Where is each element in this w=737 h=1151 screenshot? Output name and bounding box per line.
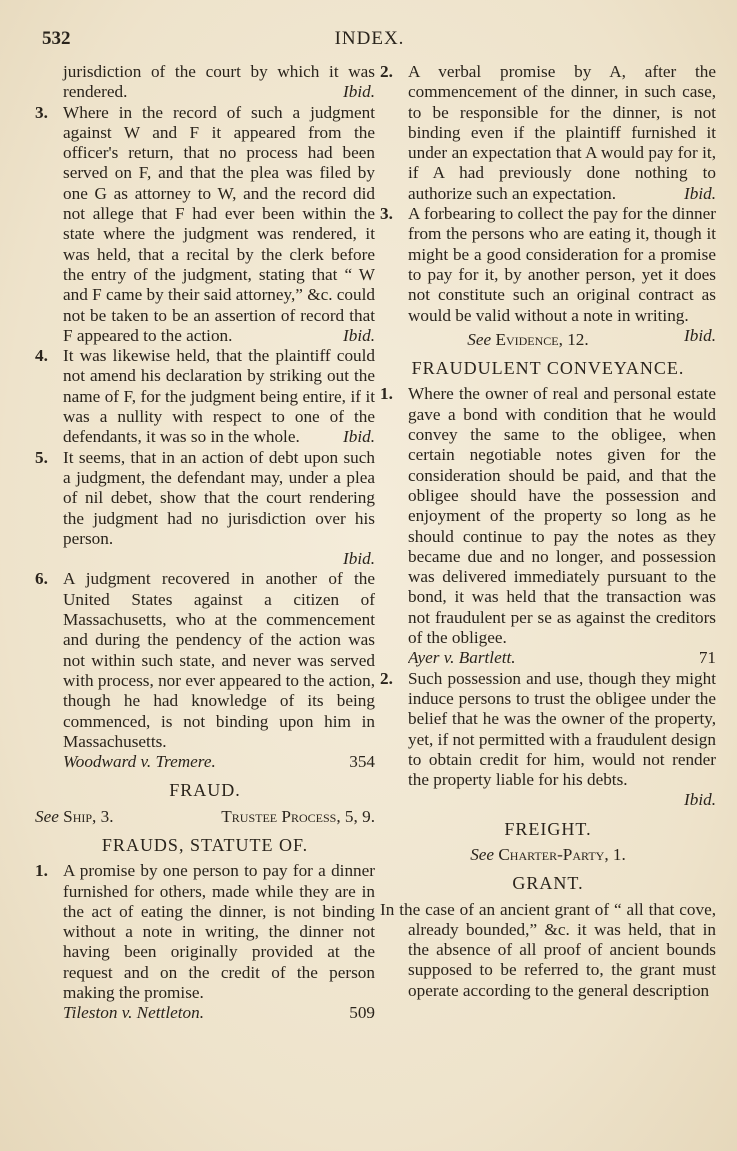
index-entry <box>35 861 375 1023</box>
entry-number: 2. <box>380 62 393 81</box>
ref-ship: Ship, 3. <box>63 806 114 826</box>
index-entry <box>380 384 716 668</box>
page-number: 532 <box>42 28 71 49</box>
entry-text: Where in the record of such a judgment against W and F it appeared from the officer's return, that no process had been served on F, and that the plea was filed by one G as attorney to W, and the record did not allege that F had ever been within the state where the judgment was rendered, it was held, that a recital by the clerk before the entry of the judgment, stating that “ W and F came by their said attorney,” &c. could not be taken to be an assertion of record that F appeared to the action. <box>63 102 375 345</box>
entry-text: jurisdiction of the court by which it was rendered. <box>63 62 375 102</box>
entry-citation: Ibid. <box>684 790 716 810</box>
ref-charter-party: Charter-Party, 1. <box>498 844 626 864</box>
see-label: See <box>467 329 492 349</box>
entry-number: 3. <box>35 102 48 122</box>
index-entry <box>35 448 375 570</box>
left-column <box>35 62 375 1024</box>
entry-text: Where the owner of real and personal estate gave a bond with condition that he would convey the same to the obligee, when certain negotiable notes given for the consideration should be paid, and that the obligee should have the possession and enjoyment of the property so long as he should continue to pay the notes as they became due and no longer, and possession was delivered immediately pursuant to the bond, it was held that the transaction was not fraudulent per se as against the creditors of the obligee. <box>408 384 716 648</box>
entry-text: A forbearing to collect the pay for the dinner from the persons who are eating it, though it might be a good consideration for a promise to pay for it, by another person, yet it does not constitute such an original contract as would be valid without a note in writing. <box>408 204 716 325</box>
entry-number: 4. <box>35 346 48 366</box>
ref-evidence: Evidence, 12. <box>495 329 589 349</box>
entry-number: 1. <box>380 384 393 404</box>
index-entry <box>35 346 375 447</box>
entry-number: 5. <box>35 447 48 467</box>
case-page: 354 <box>349 752 375 772</box>
entry-citation: Ibid. <box>343 82 375 102</box>
entry-citation: Ibid. <box>343 325 375 345</box>
section-heading-freight: FREIGHT. <box>504 818 592 839</box>
case-name: Tileston v. Nettleton. <box>63 1003 204 1023</box>
case-citation <box>63 1003 375 1023</box>
section-heading-fraudulent-conveyance: FRAUDULENT CONVEYANCE. <box>411 358 685 379</box>
see-also-ref <box>35 807 114 827</box>
entry-citation: Ibid. <box>684 183 716 203</box>
entry-text: A judgment recovered in another of the United States against a citizen of Massachusetts, who at the commencement and during the pendency of the action was not within such state, and never was served with process, nor ever appeared to the action, though he had knowledge of its being commenced, is not binding upon him in Massachusetts. <box>63 569 375 751</box>
case-name: Ayer v. Bartlett. <box>408 648 516 668</box>
entry-number: 6. <box>35 569 48 589</box>
see-label: See <box>35 806 59 826</box>
case-citation <box>63 752 375 772</box>
see-label: See <box>470 844 495 864</box>
running-head: INDEX. <box>334 28 405 49</box>
right-column <box>380 62 716 1001</box>
section-heading-fraud: FRAUD. <box>169 780 241 801</box>
entry-citation: Ibid. <box>684 325 716 345</box>
see-also-charter-party <box>380 845 716 865</box>
entry-text: A promise by one person to pay for a dinner furnished for others, made while they are in the act of eating the dinner, is not binding without a note in writing, the dinner not having been originally provided at the request and on the credit of the person making the promise. <box>63 861 375 1003</box>
entry-number: 2. <box>380 668 393 688</box>
grant-entry-text: In the case of an ancient grant of “ all that cove, already bounded,” &c. it was held, that in the absence of all proof of ancient bounds supposed to be referred to, the grant must operate according to the general description <box>380 899 716 1000</box>
page-header <box>42 28 697 52</box>
section-heading-statute-of-frauds: FRAUDS, STATUTE OF. <box>101 834 309 855</box>
case-citation <box>408 648 716 668</box>
see-also-fraud <box>35 807 375 827</box>
entry-citation: Ibid. <box>343 549 375 569</box>
index-entry <box>380 62 716 204</box>
entry-text: A verbal promise by A, after the commencement of the dinner, in such case, to be responsible for the dinner, is not binding even if the plaintiff furnished it under an expectation that A would pay for it, if A had previously done nothing to authorize such an expectation. <box>408 62 716 203</box>
section-heading-grant: GRANT. <box>512 873 584 894</box>
entry-number: 3. <box>380 204 393 224</box>
see-also-evidence <box>380 330 716 350</box>
index-entry <box>35 62 375 103</box>
entry-number: 1. <box>35 861 48 881</box>
entry-citation: Ibid. <box>343 427 375 447</box>
index-entry <box>35 569 375 772</box>
ref-trustee-process: Trustee Process, 5, 9. <box>221 806 375 826</box>
case-page: 509 <box>349 1003 375 1023</box>
entry-text: It seems, that in an action of debt upon such a judgment, the defendant may, under a plea of nil debet, show that the court rendering the judgment had no jurisdiction over his person. <box>63 447 375 548</box>
entry-text: It was likewise held, that the plaintiff could not amend his declaration by striking out the name of F, for the judgment being entire, if it was a nullity with respect to one of the defendants, it was so in the whole. <box>63 346 375 447</box>
case-name: Woodward v. Tremere. <box>63 752 216 772</box>
case-page: 71 <box>698 648 716 668</box>
index-entry <box>380 669 716 811</box>
entry-text: Such possession and use, though they might induce persons to trust the obligee under the belief that he was the owner of the property, yet, if not permitted with a fraudulent design to obtain credit for him, would not render the property liable for his debts. <box>408 668 716 790</box>
index-entry <box>35 103 375 347</box>
